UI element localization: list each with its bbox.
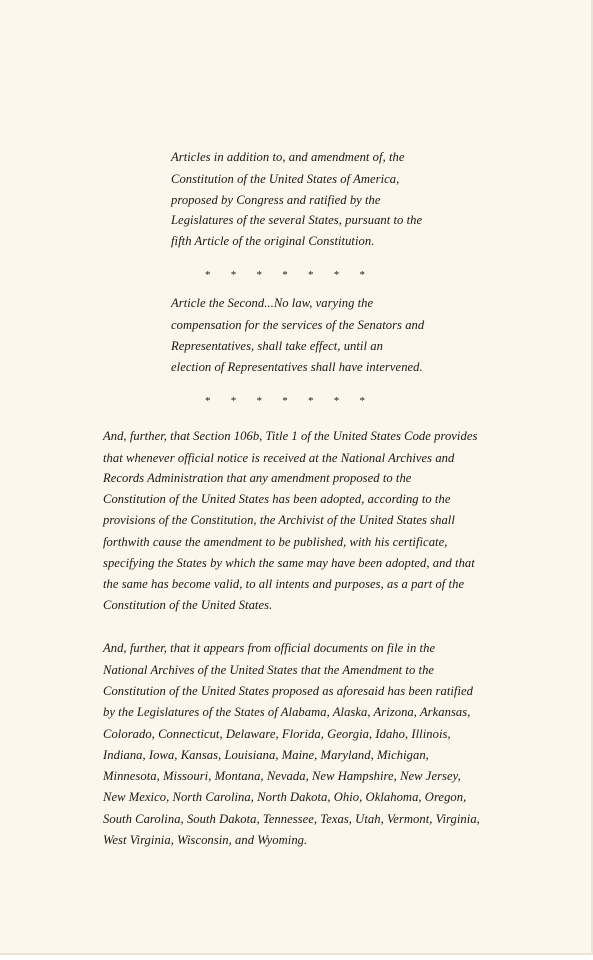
preamble-line: Constitution of the United States of America, bbox=[171, 172, 400, 186]
preamble-line: Articles in addition to, and amendment of, the bbox=[171, 150, 405, 164]
paragraph-line: South Carolina, South Dakota, Tennessee, Texas, Utah, Vermont, Virginia, bbox=[103, 812, 480, 826]
asterisk: * bbox=[205, 395, 211, 407]
asterisk: * bbox=[308, 269, 314, 281]
article-line: Article the Second...No law, varying the bbox=[171, 296, 374, 310]
paragraph-line: And, further, that it appears from official documents on file in the bbox=[103, 641, 436, 655]
paragraph-line: that whenever official notice is received at the National Archives and bbox=[103, 451, 455, 465]
paragraph-line: Constitution of the United States proposed as aforesaid has been ratified bbox=[103, 684, 474, 698]
asterisk-separator bbox=[205, 396, 365, 406]
asterisk: * bbox=[230, 269, 237, 281]
paragraph-line: the same has become valid, to all intents and purposes, as a part of the bbox=[103, 577, 465, 591]
asterisk: * bbox=[359, 269, 365, 281]
article-line: Representatives, shall take effect, until an bbox=[171, 339, 383, 353]
preamble-line: proposed by Congress and ratified by the bbox=[171, 193, 381, 207]
asterisk: * bbox=[282, 269, 288, 281]
paragraph-line: National Archives of the United States that the Amendment to the bbox=[103, 663, 435, 677]
paragraph-line: Constitution of the United States has been adopted, according to the bbox=[103, 492, 451, 506]
paragraph-line: specifying the States by which the same may have been adopted, and that bbox=[103, 556, 475, 570]
paragraph-line: Indiana, Iowa, Kansas, Louisiana, Maine, Maryland, Michigan, bbox=[103, 748, 429, 762]
asterisk: * bbox=[205, 269, 211, 281]
paragraph-line: And, further, that Section 106b, Title 1 of the United States Code provides bbox=[103, 429, 478, 443]
paragraph-line: Minnesota, Missouri, Montana, Nevada, New Hampshire, New Jersey, bbox=[103, 769, 461, 783]
paragraph-line: by the Legislatures of the States of Alabama, Alaska, Arizona, Arkansas, bbox=[103, 705, 471, 719]
asterisk: * bbox=[308, 395, 314, 407]
asterisk: * bbox=[359, 395, 365, 407]
paragraph-line: forthwith cause the amendment to be published, with his certificate, bbox=[103, 535, 448, 549]
asterisk: * bbox=[282, 395, 288, 407]
asterisk: * bbox=[256, 269, 262, 281]
asterisk: * bbox=[230, 395, 237, 407]
article-line: compensation for the services of the Senators and bbox=[171, 318, 425, 332]
paragraph-line: provisions of the Constitution, the Archivist of the United States shall bbox=[103, 513, 455, 527]
asterisk: * bbox=[256, 395, 262, 407]
paragraph-line: New Mexico, North Carolina, North Dakota, Ohio, Oklahoma, Oregon, bbox=[103, 790, 467, 804]
preamble-line: fifth Article of the original Constitution. bbox=[171, 234, 375, 248]
paragraph-line: Constitution of the United States. bbox=[103, 598, 273, 612]
article-line: election of Representatives shall have intervened. bbox=[171, 360, 423, 374]
asterisk: * bbox=[333, 395, 340, 407]
paragraph-line: West Virginia, Wisconsin, and Wyoming. bbox=[103, 833, 308, 847]
paragraph-line: Records Administration that any amendment proposed to the bbox=[103, 471, 412, 485]
preamble-line: Legislatures of the several States, pursuant to the bbox=[171, 213, 423, 227]
asterisk: * bbox=[333, 269, 340, 281]
asterisk-separator bbox=[205, 270, 365, 280]
paragraph-line: Colorado, Connecticut, Delaware, Florida, Georgia, Idaho, Illinois, bbox=[103, 727, 451, 741]
